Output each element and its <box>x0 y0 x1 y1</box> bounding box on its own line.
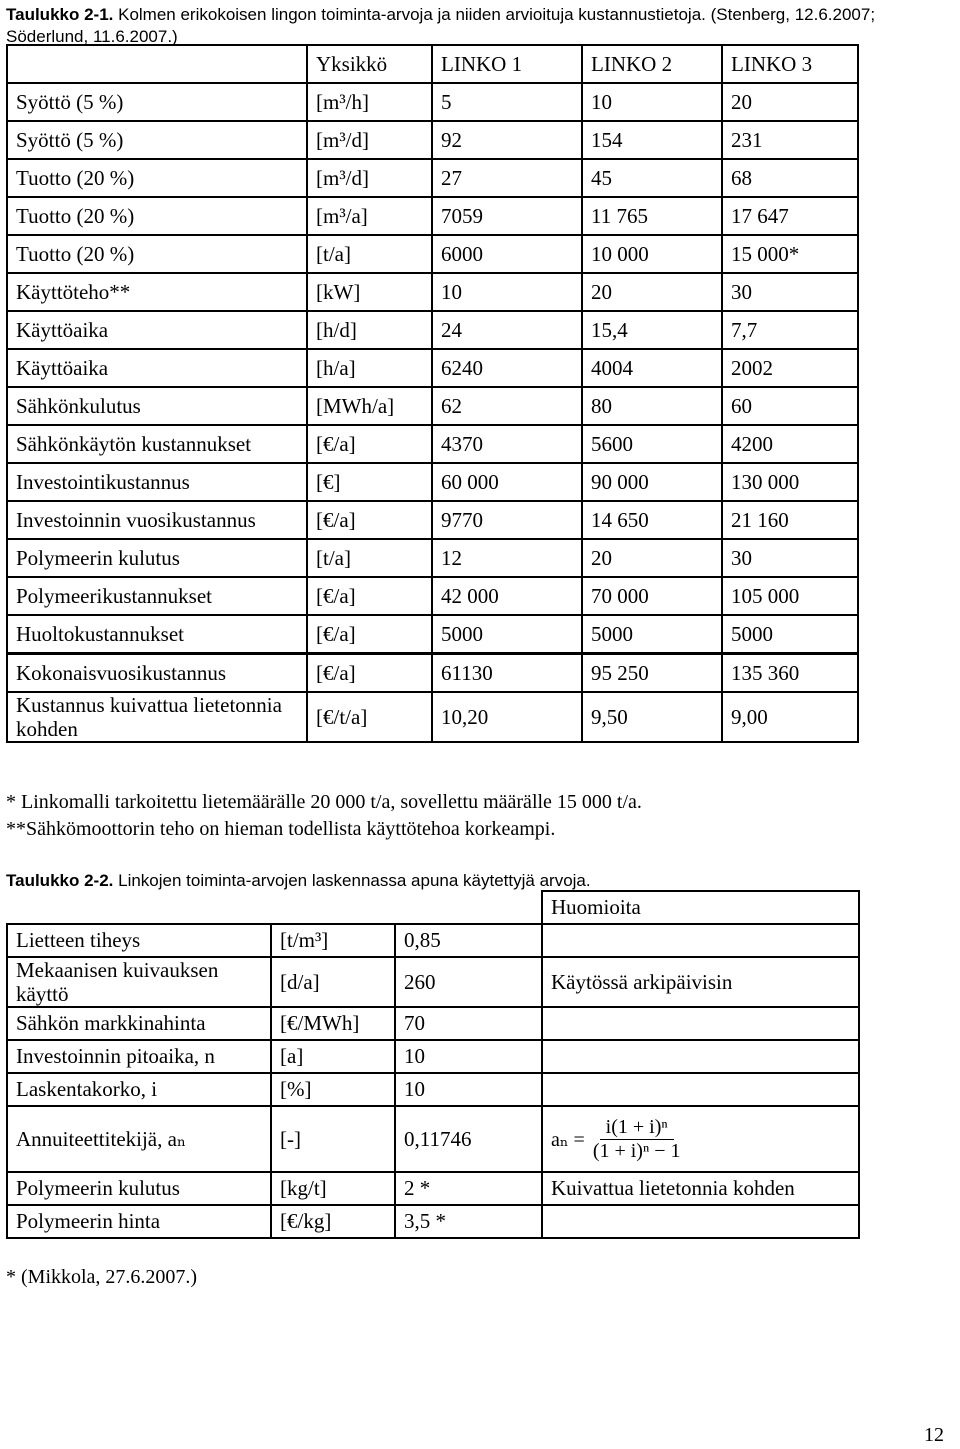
table-cell: 11 765 <box>582 197 722 235</box>
table-cell: [MWh/a] <box>307 387 432 425</box>
header-cell: LINKO 1 <box>432 45 582 83</box>
table-cell: Syöttö (5 %) <box>7 83 307 121</box>
calculation-values-table <box>6 890 860 1239</box>
table-cell: [t/a] <box>307 539 432 577</box>
table-cell: 45 <box>582 159 722 197</box>
table-row <box>7 425 858 463</box>
table-cell: 15,4 <box>582 311 722 349</box>
table-cell: 27 <box>432 159 582 197</box>
table-cell: Lietteen tiheys <box>7 924 271 957</box>
table-row <box>7 197 858 235</box>
table-cell: 60 000 <box>432 463 582 501</box>
table-row <box>7 273 858 311</box>
table-cell: Investoinnin pitoaika, n <box>7 1040 271 1073</box>
table-cell: 10 <box>432 273 582 311</box>
table-cell: 4370 <box>432 425 582 463</box>
table-cell: 70 <box>395 1007 542 1040</box>
table-cell: Tuotto (20 %) <box>7 159 307 197</box>
table2-reference: * (Mikkola, 27.6.2007.) <box>6 1266 198 1288</box>
table-row <box>7 539 858 577</box>
table-cell: [m³/d] <box>307 121 432 159</box>
table-row <box>7 692 858 742</box>
table-cell <box>542 1073 859 1106</box>
operating-values-table <box>6 44 859 743</box>
table-cell: 92 <box>432 121 582 159</box>
table-cell: Polymeerin kulutus <box>7 1172 271 1205</box>
table-cell: 42 000 <box>432 577 582 615</box>
table-cell: Annuiteettitekijä, aₙ <box>7 1106 271 1172</box>
annuity-formula <box>551 1116 681 1163</box>
table-row <box>7 654 858 693</box>
table-cell <box>542 924 859 957</box>
table-row <box>7 501 858 539</box>
table-cell: Käytössä arkipäivisin <box>542 957 859 1007</box>
table-row <box>7 311 858 349</box>
table-cell: 62 <box>432 387 582 425</box>
table-cell: Polymeerikustannukset <box>7 577 307 615</box>
empty-cell <box>395 891 542 924</box>
table-cell: 60 <box>722 387 858 425</box>
table-cell: 20 <box>582 273 722 311</box>
table-cell: 6240 <box>432 349 582 387</box>
table-cell: 130 000 <box>722 463 858 501</box>
table-cell: 5000 <box>722 615 858 654</box>
table2-caption-text: Linkojen toiminta-arvojen laskennassa apuna käytettyjä arvoja. <box>113 871 591 890</box>
table-cell: [m³/a] <box>307 197 432 235</box>
table-cell: [€/kg] <box>271 1205 395 1238</box>
table-row <box>7 83 858 121</box>
table-cell: [a] <box>271 1040 395 1073</box>
header-cell: LINKO 3 <box>722 45 858 83</box>
table-cell: 5600 <box>582 425 722 463</box>
table-row <box>7 957 859 1007</box>
formula-denominator: (1 + i)ⁿ − 1 <box>592 1139 681 1162</box>
table-cell: 12 <box>432 539 582 577</box>
table-cell: [€/a] <box>307 425 432 463</box>
table-cell: 21 160 <box>722 501 858 539</box>
table-cell <box>542 1205 859 1238</box>
table-cell: Sähkönkäytön kustannukset <box>7 425 307 463</box>
table-cell: Investointikustannus <box>7 463 307 501</box>
table-cell: Polymeerin kulutus <box>7 539 307 577</box>
table-cell: 7059 <box>432 197 582 235</box>
table-row <box>7 235 858 273</box>
formula-lhs: aₙ = <box>551 1128 585 1151</box>
table-cell: 10 <box>582 83 722 121</box>
table-cell: 5000 <box>582 615 722 654</box>
table-cell: 14 650 <box>582 501 722 539</box>
table-cell: 6000 <box>432 235 582 273</box>
table-cell: 68 <box>722 159 858 197</box>
table-cell: 17 647 <box>722 197 858 235</box>
table-cell <box>542 1007 859 1040</box>
table-row <box>7 159 858 197</box>
table-cell: Syöttö (5 %) <box>7 121 307 159</box>
header-cell-notes: Huomioita <box>542 891 859 924</box>
table-cell: 9,00 <box>722 692 858 742</box>
table-cell: 70 000 <box>582 577 722 615</box>
table-cell: 3,5 * <box>395 1205 542 1238</box>
table-cell: Investoinnin vuosikustannus <box>7 501 307 539</box>
table1-footnotes <box>6 789 642 843</box>
table-cell: [t/m³] <box>271 924 395 957</box>
table2-caption-label: Taulukko 2-2. <box>6 871 114 890</box>
table-cell: [€/a] <box>307 615 432 654</box>
table-cell: [€] <box>307 463 432 501</box>
table-cell: [m³/d] <box>307 159 432 197</box>
table-cell: Käyttöaika <box>7 349 307 387</box>
header-cell <box>7 45 307 83</box>
table-header-row <box>7 45 858 83</box>
table-cell: [h/a] <box>307 349 432 387</box>
table-cell: 7,7 <box>722 311 858 349</box>
table-cell: Kuivattua lietetonnia kohden <box>542 1172 859 1205</box>
table-cell: Käyttöteho** <box>7 273 307 311</box>
table-cell: 95 250 <box>582 654 722 693</box>
table-cell: 10 000 <box>582 235 722 273</box>
table-cell: Tuotto (20 %) <box>7 197 307 235</box>
table-row <box>7 463 858 501</box>
table-cell <box>542 1040 859 1073</box>
table-cell: 20 <box>582 539 722 577</box>
table-row <box>7 1007 859 1040</box>
table-row <box>7 1073 859 1106</box>
table-cell: Sähkön markkinahinta <box>7 1007 271 1040</box>
formula-numerator: i(1 + i)ⁿ <box>600 1116 674 1140</box>
header-cell: LINKO 2 <box>582 45 722 83</box>
table-cell: 20 <box>722 83 858 121</box>
table-cell: Polymeerin hinta <box>7 1205 271 1238</box>
table-cell: 30 <box>722 273 858 311</box>
annuity-formula-cell <box>542 1106 859 1172</box>
table1-caption <box>6 4 954 48</box>
table-row <box>7 121 858 159</box>
footnote: * Linkomalli tarkoitettu lietemäärälle 20 000 t/a, sovellettu määrälle 15 000 t/a. <box>6 791 642 813</box>
table-cell: [d/a] <box>271 957 395 1007</box>
table-cell: 9,50 <box>582 692 722 742</box>
table2-caption <box>6 870 591 892</box>
table-cell: 61130 <box>432 654 582 693</box>
table-cell: [€/t/a] <box>307 692 432 742</box>
table-cell: [€/MWh] <box>271 1007 395 1040</box>
table-row <box>7 387 858 425</box>
table-cell: Huoltokustannukset <box>7 615 307 654</box>
footnote: **Sähkömoottorin teho on hieman todellista käyttötehoa korkeampi. <box>6 818 556 840</box>
table-row <box>7 615 858 654</box>
table-cell: [t/a] <box>307 235 432 273</box>
table-cell: [h/d] <box>307 311 432 349</box>
table-cell: Laskentakorko, i <box>7 1073 271 1106</box>
table-cell: [€/a] <box>307 501 432 539</box>
table-cell: Kustannus kuivattua lietetonnia kohden <box>7 692 307 742</box>
table-cell: 90 000 <box>582 463 722 501</box>
table-cell: 154 <box>582 121 722 159</box>
table-row <box>7 1106 859 1172</box>
table-cell: 5 <box>432 83 582 121</box>
table-cell: 4004 <box>582 349 722 387</box>
page-number: 12 <box>924 1424 944 1446</box>
table-cell: Sähkönkulutus <box>7 387 307 425</box>
table1-caption-label: Taulukko 2-1. <box>6 5 114 24</box>
table-cell: 10 <box>395 1040 542 1073</box>
table-cell: 135 360 <box>722 654 858 693</box>
table-cell: 15 000* <box>722 235 858 273</box>
table-row <box>7 924 859 957</box>
table-cell: 9770 <box>432 501 582 539</box>
table-cell: 80 <box>582 387 722 425</box>
table-cell: [€/a] <box>307 654 432 693</box>
table-row <box>7 577 858 615</box>
table-cell: Käyttöaika <box>7 311 307 349</box>
table-cell: 10,20 <box>432 692 582 742</box>
table-cell: 10 <box>395 1073 542 1106</box>
table-header-row <box>7 891 859 924</box>
table-cell: [€/a] <box>307 577 432 615</box>
table-cell: 260 <box>395 957 542 1007</box>
table-row <box>7 1172 859 1205</box>
header-cell: Yksikkö <box>307 45 432 83</box>
table1-caption-text: Kolmen erikokoisen lingon toiminta-arvoja ja niiden arvioituja kustannustietoja. (Stenberg, 12.6.2007; Söderlund, 11.6.2007.) <box>6 5 876 46</box>
table-cell: 0,11746 <box>395 1106 542 1172</box>
table-row <box>7 349 858 387</box>
table-cell: [%] <box>271 1073 395 1106</box>
table-cell: Tuotto (20 %) <box>7 235 307 273</box>
empty-cell <box>271 891 395 924</box>
formula-fraction <box>593 1116 681 1163</box>
table-cell: 24 <box>432 311 582 349</box>
table-cell: [kW] <box>307 273 432 311</box>
table-cell: [m³/h] <box>307 83 432 121</box>
table-row <box>7 1205 859 1238</box>
table-row <box>7 1040 859 1073</box>
table-cell: 5000 <box>432 615 582 654</box>
table-cell: 2 * <box>395 1172 542 1205</box>
empty-cell <box>7 891 271 924</box>
table-cell: [-] <box>271 1106 395 1172</box>
table-cell: [kg/t] <box>271 1172 395 1205</box>
table-cell: 30 <box>722 539 858 577</box>
table-cell: Kokonaisvuosikustannus <box>7 654 307 693</box>
table-cell: 2002 <box>722 349 858 387</box>
table-cell: 0,85 <box>395 924 542 957</box>
table-cell: 105 000 <box>722 577 858 615</box>
table-cell: 231 <box>722 121 858 159</box>
table-cell: Mekaanisen kuivauksen käyttö <box>7 957 271 1007</box>
table-cell: 4200 <box>722 425 858 463</box>
